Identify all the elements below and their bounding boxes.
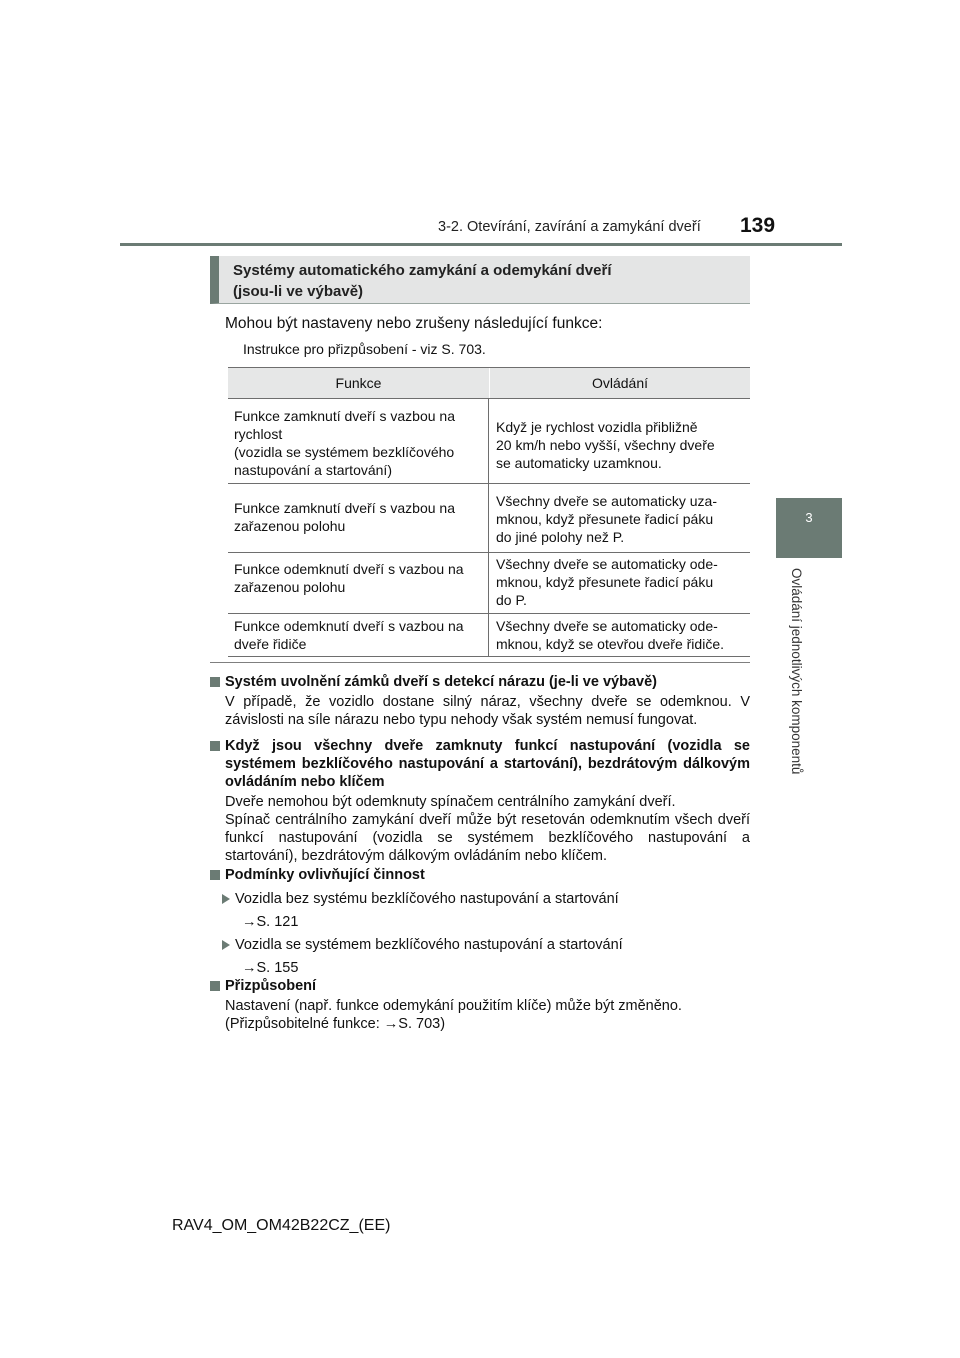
topic-title (233, 260, 753, 302)
intro-text: Mohou být nastaveny nebo zrušeny následující funkce: (225, 315, 603, 332)
info-section (210, 737, 750, 865)
table-row (228, 399, 750, 484)
info-section (210, 673, 750, 729)
cell-line: mknou, když přesunete řadicí páku (496, 574, 714, 590)
function-cell (228, 553, 490, 614)
body-paragraph: Spínač centrálního zamykání dveří může být resetován odemknutím všech dveří funkcí nastupování (vozidla se systémem bezklíčového nastupování a startování), bezdrátovým dálkovým ovládáním nebo klíčem. (225, 812, 750, 864)
cell-line: zařazenou polohu (234, 518, 346, 534)
cell-line: se automaticky uzamknou. (496, 455, 662, 471)
column-header: Ovládání (490, 368, 751, 399)
note-text: Instrukce pro přizpůsobení - viz S. 703. (243, 341, 486, 357)
list-item-label: Vozidla bez systému bezklíčového nastupování a startování (235, 891, 619, 907)
section-heading (210, 977, 750, 995)
cell-line: Všechny dveře se automaticky ode- (496, 556, 718, 572)
body-paragraph: Dveře nemohou být odemknuty spínačem centrálního zamykání dveří. (225, 794, 676, 810)
section-heading-text: Podmínky ovlivňující činnost (225, 867, 425, 883)
cell-line: do jiné polohy než P. (496, 529, 625, 545)
square-bullet-icon (210, 870, 220, 880)
function-cell (228, 614, 490, 657)
cell-line: Funkce odemknutí dveří s vazbou na (234, 561, 464, 577)
cell-line: Funkce zamknutí dveří s vazbou na (234, 500, 455, 516)
topic-title-line: (jsou-li ve výbavě) (233, 283, 364, 300)
topic-title-line: Systémy automatického zamykání a odemykání dveří (233, 262, 612, 279)
column-header: Funkce (228, 368, 490, 399)
square-bullet-icon (210, 741, 220, 751)
square-bullet-icon (210, 981, 220, 991)
section-body (210, 997, 750, 1033)
cell-line: dveře řidiče (234, 636, 307, 652)
operation-cell (490, 614, 751, 657)
list-item-label: Vozidla se systémem bezklíčového nastupování a startování (235, 937, 623, 953)
cell-line: Funkce zamknutí dveří s vazbou na (234, 408, 455, 424)
section-heading-text: Když jsou všechny dveře zamknuty funkcí nastupování (vozidla se systémem bezklíčového nastupování a startování), bezdrátovým dálkovým ovládáním nebo klíčem (225, 738, 750, 790)
page-reference: →S. 121 (242, 914, 299, 930)
condition-list (210, 890, 750, 977)
triangle-bullet-icon (222, 940, 230, 950)
list-item (220, 890, 750, 908)
cell-line: mknou, když přesunete řadicí páku (496, 511, 714, 527)
chapter-tab (776, 498, 842, 558)
cell-line: Všechny dveře se automaticky uza- (496, 493, 717, 509)
info-section (210, 977, 750, 1033)
cell-line: Funkce odemknutí dveří s vazbou na (234, 618, 464, 634)
list-item (220, 936, 750, 954)
cell-line: do P. (496, 592, 527, 608)
operation-cell (490, 484, 751, 553)
table-row (228, 553, 750, 614)
cell-line: (vozidla se systémem bezklíčového (234, 444, 455, 460)
cell-line: Všechny dveře se automaticky ode- (496, 618, 718, 634)
page-number: 139 (740, 214, 776, 237)
section-title: 3-2. Otevírání, zavírání a zamykání dveří (438, 219, 701, 235)
cell-line: mknou, když se otevřou dveře řidiče. (496, 636, 724, 652)
operation-cell (490, 553, 751, 614)
section-heading-text: Systém uvolnění zámků dveří s detekcí nárazu (je-li ve výbavě) (225, 674, 657, 690)
body-paragraph: (Přizpůsobitelné funkce: →S. 703) (225, 1016, 446, 1032)
section-heading-text: Přizpůsobení (225, 978, 317, 994)
chapter-number: 3 (805, 510, 813, 525)
topic-title-box (210, 256, 750, 304)
table-header-row (228, 368, 750, 399)
section-heading (210, 866, 750, 884)
section-heading (210, 737, 750, 791)
square-bullet-icon (210, 677, 220, 687)
function-cell (228, 484, 490, 553)
section-body (210, 793, 750, 865)
section-heading (210, 673, 750, 691)
functions-table (228, 367, 750, 657)
document-code: RAV4_OM_OM42B22CZ_(EE) (172, 1217, 391, 1234)
info-section (210, 866, 750, 977)
header-rule (120, 243, 842, 246)
table-row (228, 614, 750, 657)
cell-line: 20 km/h nebo vyšší, všechny dveře (496, 437, 715, 453)
chapter-title: Ovládání jednotlivých komponentů (789, 568, 804, 775)
section-divider (210, 662, 750, 663)
cell-line: Když je rychlost vozidla přibližně (496, 419, 698, 435)
section-body: V případě, že vozidlo dostane silný náraz, všechny dveře se odemknou. V závislosti na síle nárazu nebo typu nehody však systém nemusí fungovat. (225, 694, 750, 728)
cell-line: rychlost (234, 426, 283, 442)
function-cell (228, 399, 490, 484)
page-reference: →S. 155 (242, 960, 299, 976)
cell-line: zařazenou polohu (234, 579, 346, 595)
table-row (228, 484, 750, 553)
cell-line: nastupování a startování) (234, 462, 392, 478)
body-paragraph: Nastavení (např. funkce odemykání použitím klíče) může být změněno. (225, 998, 682, 1014)
operation-cell (490, 399, 751, 484)
triangle-bullet-icon (222, 894, 230, 904)
